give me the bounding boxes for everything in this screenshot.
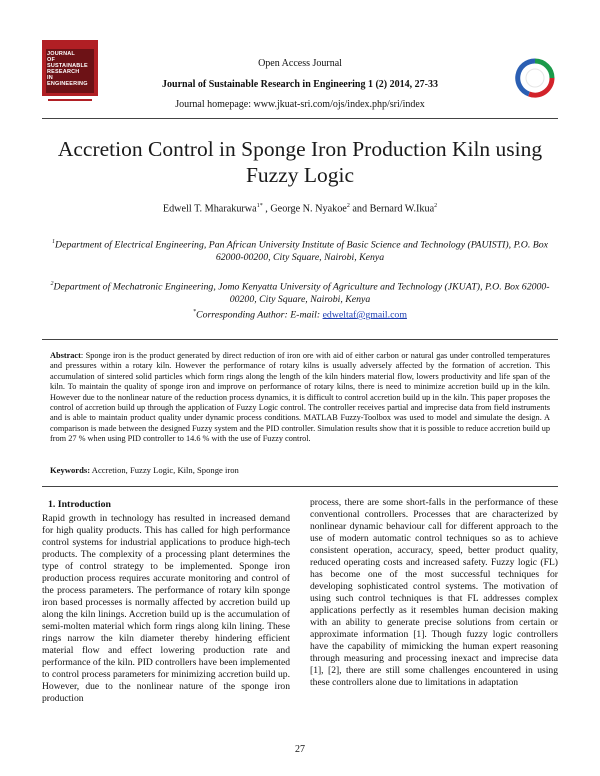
affiliation-2: [42, 278, 558, 306]
affiliation-mark: 1: [52, 239, 56, 245]
abstract-text: : Sponge iron is the product generated by direct reduction of iron ore with aid of either carbon or natural gas under controlled temperatures and pressures within a rotary kiln. However the performance of rotary kilns is usually adversely affected by the formation of accretion. This accumulation of sintered solid particles which form rings along the length of the kiln hinders material flow, lowers productivity and life span of the kiln. To maintain the quality of sponge iron and improve on performance of rotary kilns, there is need to minimize accretion build up in the kiln. However due to the nonlinear nature of the reduction process dynamics, it is difficult to control accretion build up in the kiln. This paper proposes the control of accretion build up through the application of Fuzzy Logic control. The controller receives partial and imprecise data from field instruments and is able to maintain product quality under dynamic process conditions. MATLAB Fuzzy-Toolbox was used to model and simulate the design. A comparison is made between the designed Fuzzy system and the PID controller. Simulation results show that it is possible to reduce accretion build up from 27 % when using PID controller to 14.6 % with the use of Fuzzy control.: [50, 351, 550, 444]
body-paragraph: process, there are some short-falls in the performance of these conventional controllers. Processes that are characterized by nonlinear dynamic behaviour call for different approach to the use of modern automatic control techniques so as to achieve consistent operation, accuracy, speed, better product quality, reduced operating costs and increased safety. Fuzzy logic (FL) has become one of the most successful techniques for developing sophisticated control systems. The motivation of using such control techniques is that FL addresses complex applications perfectly as it resembles human decision making with an ability to generate precise solutions from certain or approximate information [1]. Though fuzzy logic controllers have the capability of mimicking the human expert reasoning through measuring and processing inexact and imprecise data [1], [2], there are still some challenges encountered in using these controllers alone due to limitations in adaptation: [310, 497, 558, 688]
author-affiliation-mark: 2: [434, 203, 438, 209]
affiliation-1: [42, 236, 558, 264]
keywords-label: Keywords:: [50, 465, 91, 475]
keywords: [50, 465, 550, 475]
homepage-link[interactable]: www.jkuat-sri.com/ojs/index.php/sri/index: [253, 99, 425, 110]
author-separator: ,: [262, 203, 271, 215]
open-access-label: Open Access Journal: [258, 58, 342, 69]
author-name: Bernard W.Ikua: [369, 203, 435, 215]
journal-logo-icon: [515, 58, 555, 98]
email-link[interactable]: edweltaf@gmail.com: [322, 309, 407, 321]
abstract-top-rule: [42, 339, 558, 340]
keywords-text: Accretion, Fuzzy Logic, Kiln, Sponge iron: [90, 465, 239, 475]
section-heading: 1. Introduction: [48, 499, 111, 510]
cover-line: ENGINEERING: [47, 81, 88, 87]
journal-homepage: [110, 99, 490, 111]
journal-cover-thumbnail: [42, 40, 98, 108]
paper-title: Accretion Control in Sponge Iron Production Kiln using Fuzzy Logic: [57, 137, 543, 187]
corresponding-mark: *: [193, 309, 197, 315]
abstract: [50, 351, 550, 445]
cover-line: OF: [47, 57, 56, 63]
affiliation-mark: 2: [50, 281, 54, 287]
header-rule: [42, 118, 558, 119]
author-separator: and: [349, 203, 370, 215]
corresponding-author: [42, 309, 558, 320]
journal-citation: Journal of Sustainable Research in Engineering 1 (2) 2014, 27-33: [162, 79, 438, 90]
corresponding-label: Corresponding Author: E-mail:: [196, 309, 321, 321]
author-affiliation-mark: 1*: [256, 203, 263, 209]
homepage-label: Journal homepage:: [175, 99, 252, 110]
abstract-bottom-rule: [42, 486, 558, 487]
affiliation-text: Department of Electrical Engineering, Pan African University Institute of Basic Science and Technology (PAUISTI), P.O. Box 62000-00200, City Square, Nairobi, Kenya: [55, 239, 548, 264]
body-column-right: [310, 497, 558, 689]
body-paragraph: Rapid growth in technology has resulted in increased demand for high quality products. This has called for high performance control systems for industrial applications to produce high-tech products. The complexity of a processing plant determines the type of control strategy to be implemented. Sponge iron production process requires accurate monitoring and control of the process parameters. The performance of rotary kiln sponge iron based processes is normally affected by accretion build up along the kiln linings. Accretion build up is the accumulation of semi-molten material which form rings along kiln lining. These rings narrow the kiln diameter thereby hindering efficient material flow and effect lowering production rate and performance of the kiln. PID controllers have been implemented to control process parameters for minimizing accretion build up. However, due to the nonlinear nature of the sponge iron production: [42, 513, 290, 704]
cover-line: IN: [47, 75, 53, 81]
author-list: [42, 203, 558, 214]
author-name: Edwell T. Mharakurwa: [162, 203, 257, 215]
author-affiliation-mark: 2: [346, 203, 350, 209]
affiliation-text: Department of Mechatronic Engineering, Jomo Kenyatta University of Agriculture and Technology (JKUAT), P.O. Box 62000-00200, City Square, Nairobi, Kenya: [53, 281, 550, 306]
abstract-label: Abstract: [50, 351, 81, 360]
cover-line: RESEARCH: [47, 69, 80, 75]
cover-line: SUSTAINABLE: [47, 63, 88, 69]
author-name: George N. Nyakoe: [270, 203, 347, 215]
cover-line: JOURNAL: [47, 51, 75, 57]
page-number: 27: [295, 744, 305, 755]
body-column-left: [42, 497, 290, 705]
